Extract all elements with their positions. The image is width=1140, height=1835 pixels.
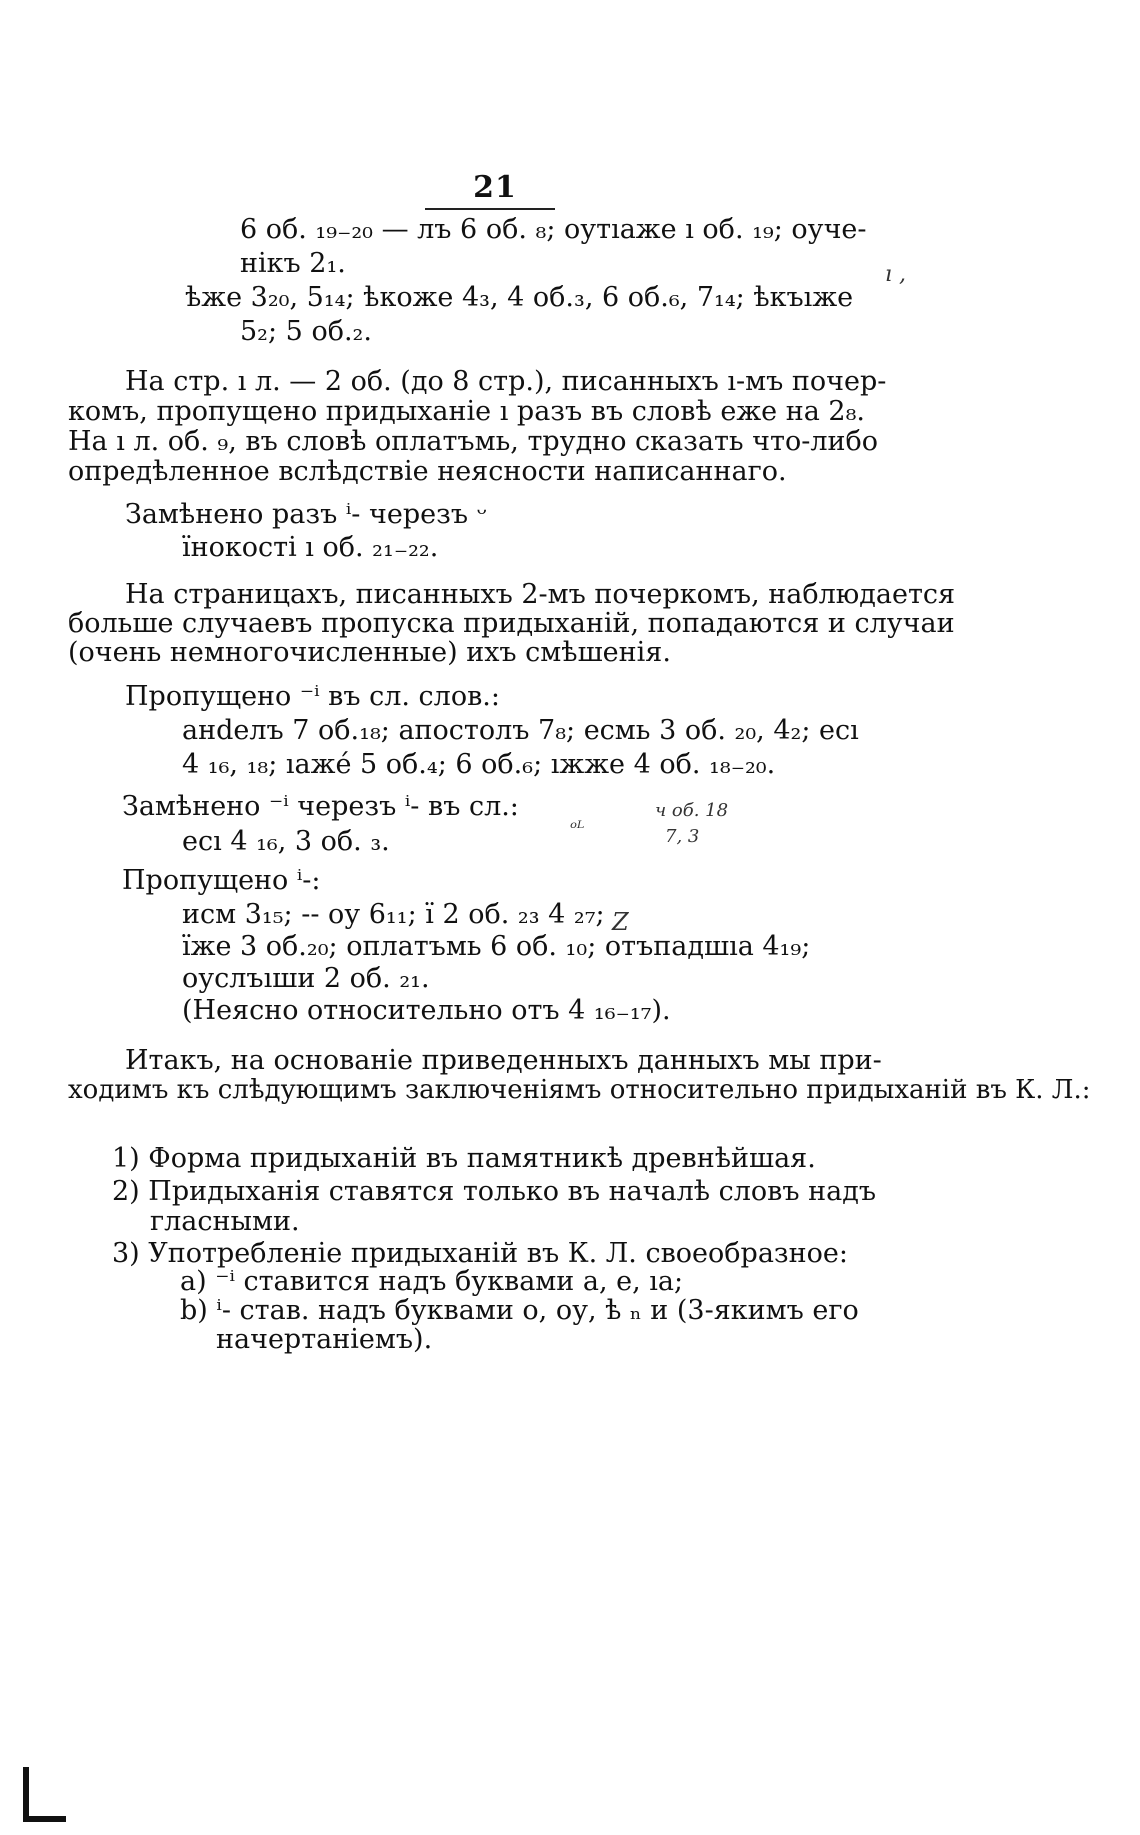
- text-line: ѣже 3₂₀, 5₁₄; ѣкоже 4₃, 4 об.₃, 6 об.₆, 7₁₄; ѣкъıже: [185, 282, 854, 313]
- page-number: 21: [473, 170, 517, 205]
- margin-note: ı ,: [885, 262, 907, 287]
- text-line: гласными.: [150, 1206, 300, 1237]
- text-line: начертаніемъ).: [216, 1324, 433, 1355]
- text-line: (Неясно относительно отъ 4 ₁₆₋₁₇).: [182, 995, 671, 1026]
- text-line: есı 4 ₁₆, 3 об. ₃.: [182, 826, 390, 857]
- text-line: Пропущено ⁱ-:: [122, 865, 321, 896]
- text-line: 6 об. ₁₉₋₂₀ — лъ 6 об. ₈; оутıаже ı об. ₁₉; оуче-: [240, 214, 867, 245]
- text-line: больше случаевъ пропуска придыханій, попадаются и случаи: [68, 608, 955, 639]
- text-line: їнокості ı об. ₂₁₋₂₂.: [182, 532, 439, 563]
- text-line: анdелъ 7 об.₁₈; апостолъ 7₈; есмь 3 об. ₂₀, 4₂; есı: [182, 715, 859, 746]
- text-line: опредѣленное вслѣдствіе неясности написаннаго.: [68, 456, 787, 487]
- text-line: 4 ₁₆, ₁₈; ıажé 5 об.₄; 6 об.₆; ıжже 4 об. ₁₈₋₂₀.: [182, 749, 776, 780]
- text-line: комъ, пропущено придыханіе ı разъ въ словѣ еже на 2₈.: [68, 396, 865, 427]
- corner-mark-icon: [22, 1765, 68, 1823]
- text-line: нікъ 2₁.: [240, 248, 346, 279]
- text-line: Замѣнено разъ ⁱ- черезъ ᵕ: [125, 499, 487, 530]
- list-item: 3) Употребленіе придыханій въ К. Л. своеобразное:: [112, 1238, 848, 1269]
- margin-note: ч об. 18: [655, 800, 729, 821]
- list-item: 1) Форма придыханій въ памятникѣ древнѣйшая.: [112, 1143, 816, 1174]
- margin-note: ᵒᴸ: [570, 818, 585, 839]
- text-line: На стр. ı л. — 2 об. (до 8 стр.), писанныхъ ı-мъ почер-: [125, 366, 887, 397]
- text-line: Итакъ, на основаніе приведенныхъ данныхъ мы при-: [125, 1045, 882, 1076]
- text-line: їже 3 об.₂₀; оплатъмь 6 об. ₁₀; отъпадшıа 4₁₉;: [182, 931, 811, 962]
- text-line: Пропущено ⁻ⁱ въ сл. слов.:: [125, 681, 500, 712]
- sub-list-item: а) ⁻ⁱ ставится надъ буквами а, е, ıа;: [180, 1266, 684, 1297]
- text-line: исм 3₁₅; -- оу 6₁₁; ї 2 об. ₂₃ 4 ₂₇;: [182, 899, 605, 930]
- margin-note: 7, 3: [665, 826, 700, 847]
- text-line: 5₂; 5 об.₂.: [240, 316, 372, 347]
- page-number-rule: [425, 208, 555, 210]
- sub-list-item: b) ⁱ- став. надъ буквами о, оу, ѣ ₙ и (3-якимъ его: [180, 1295, 859, 1326]
- text-line: ходимъ къ слѣдующимъ заключеніямъ относительно придыханій въ К. Л.:: [68, 1075, 1091, 1105]
- list-item: 2) Придыханія ставятся только въ началѣ словъ надъ: [112, 1176, 877, 1207]
- margin-note: Z: [612, 908, 629, 936]
- text-line: оуслъıши 2 об. ₂₁.: [182, 963, 430, 994]
- text-line: На ı л. об. ₉, въ словѣ оплатъмь, трудно сказать что-либо: [68, 426, 878, 457]
- text-line: (очень немногочисленные) ихъ смѣшенія.: [68, 637, 671, 668]
- text-line: Замѣнено ⁻ⁱ черезъ ⁱ- въ сл.:: [122, 791, 519, 822]
- text-line: На страницахъ, писанныхъ 2-мъ почеркомъ, наблюдается: [125, 579, 956, 610]
